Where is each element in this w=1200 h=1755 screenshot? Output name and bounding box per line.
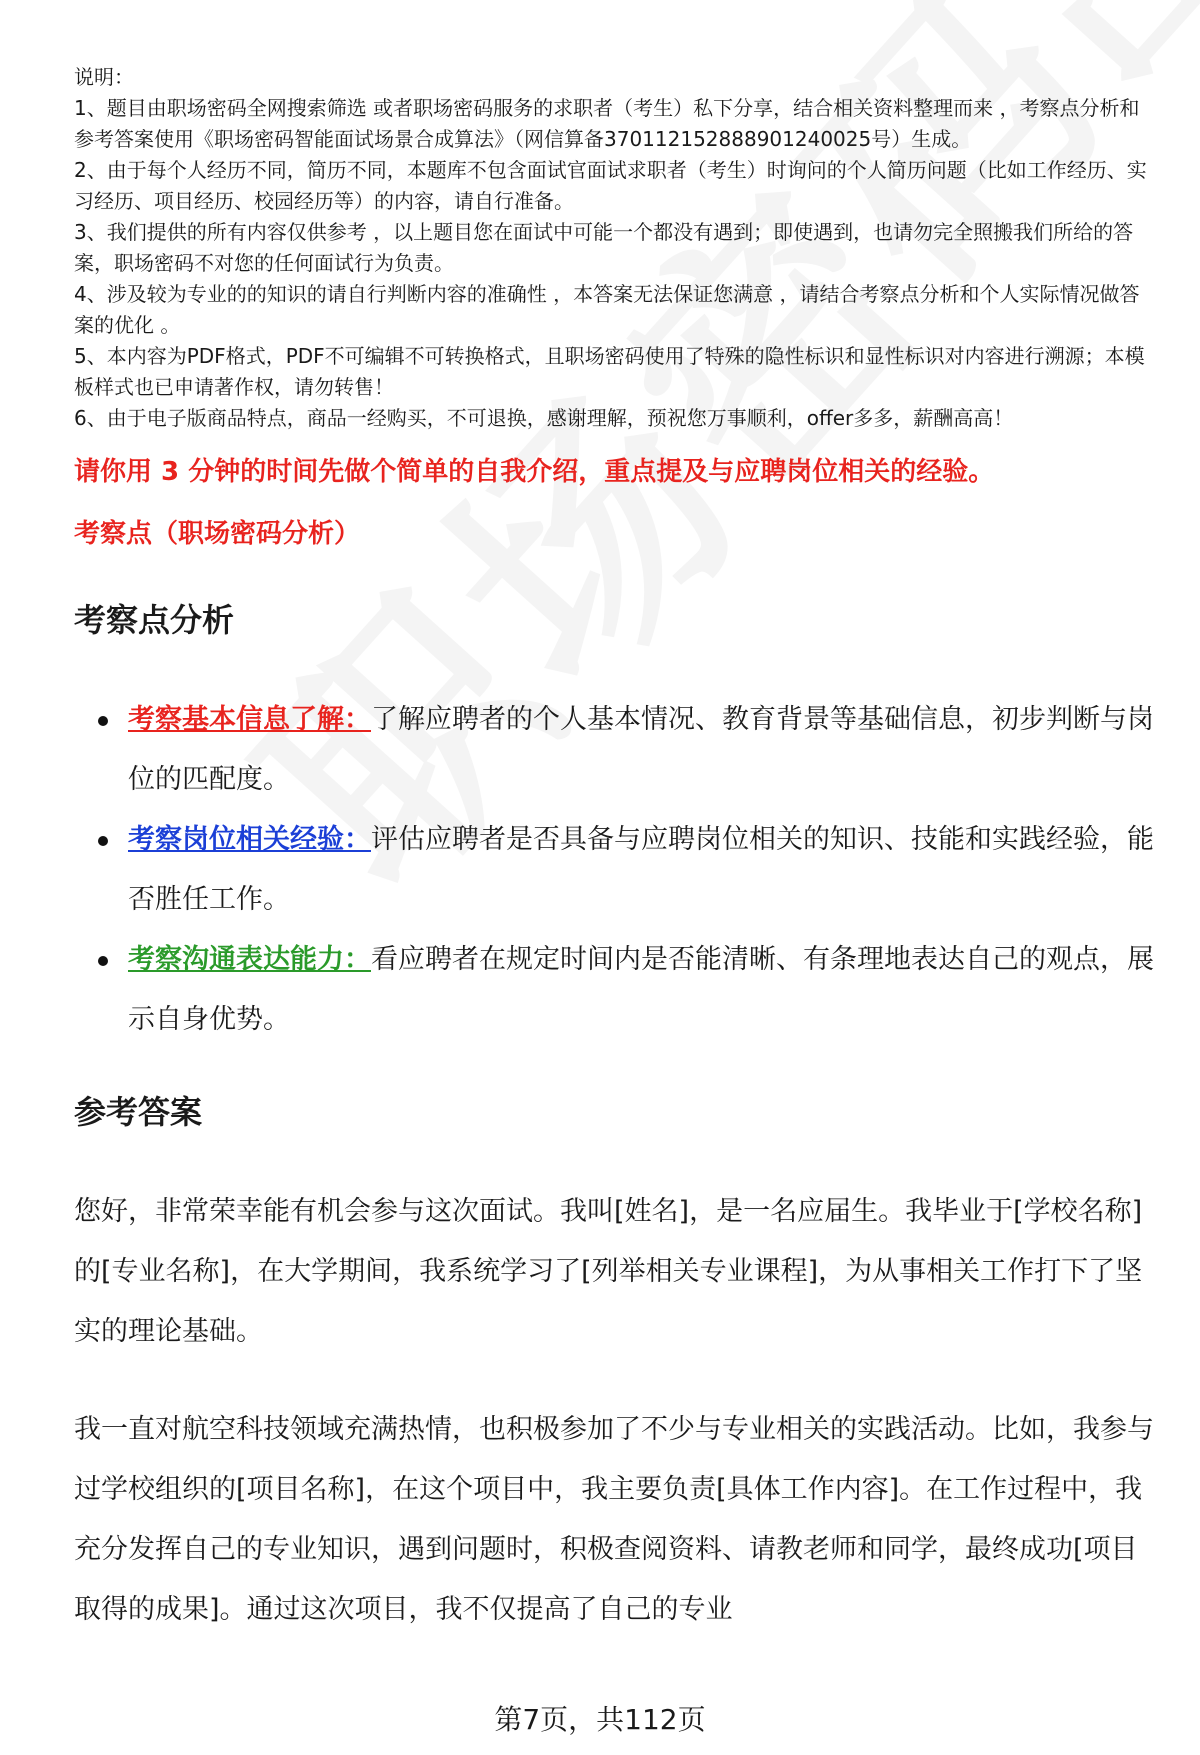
point-text: 看应聘者在规定时间内是否能清晰、有条理地表达自己的观点，展示自身优势。 [128, 944, 1154, 1035]
note-item: 6、由于电子版商品特点，商品一经购买，不可退换，感谢理解，预祝您万事顺利，offer多多，薪酬高高！ [74, 406, 1014, 430]
bullet-icon [98, 956, 108, 966]
point-key: 考察基本信息了解： [128, 704, 371, 735]
analysis-point [74, 810, 1156, 930]
note-item: 1、题目由职场密码全网搜索筛选 或者职场密码服务的求职者（考生）私下分享，结合相关资料整理而来 ，考察点分析和参考答案使用《职场密码智能面试场景合成算法》（网信算备370112152888901240025号）生成。 [74, 96, 1140, 151]
point-text: 评估应聘者是否具备与应聘岗位相关的知识、技能和实践经验，能否胜任工作。 [128, 824, 1154, 915]
analysis-point [74, 690, 1156, 810]
answer-paragraph: 您好，非常荣幸能有机会参与这次面试。我叫[姓名]，是一名应届生。我毕业于[学校名称]的[专业名称]，在大学期间，我系统学习了[列举相关专业课程]，为从事相关工作打下了坚实的理论基础。 [74, 1196, 1143, 1347]
note-item: 4、涉及较为专业的的知识的请自行判断内容的准确性 ，本答案无法保证您满意 ，请结合考察点分析和个人实际情况做答案的优化 。 [74, 282, 1140, 337]
bullet-icon [98, 716, 108, 726]
note-item: 3、我们提供的所有内容仅供参考 ，以上题目您在面试中可能一个都没有遇到；即使遇到，也请勿完全照搬我们所给的答案，职场密码不对您的任何面试行为负责。 [74, 220, 1134, 275]
bullet-icon [98, 836, 108, 846]
note-item: 2、由于每个人经历不同，简历不同，本题库不包含面试官面试求职者（考生）时询问的个人简历问题（比如工作经历、实习经历、项目经历、校园经历等）的内容，请自行准备。 [74, 158, 1147, 213]
point-key: 考察岗位相关经验： [128, 824, 371, 855]
notes-title: 说明： [74, 65, 134, 89]
page-number: 第7页，共112页 [494, 1703, 706, 1736]
interview-question: 请你用 3 分钟的时间先做个简单的自我介绍，重点提及与应聘岗位相关的经验。 [74, 457, 995, 487]
analysis-list [74, 690, 1156, 1050]
notes-section [74, 62, 1156, 434]
focus-label: 考察点（职场密码分析） [74, 519, 361, 549]
answer-heading: 参考答案 [74, 1093, 203, 1131]
analysis-point [74, 930, 1156, 1050]
analysis-heading: 考察点分析 [74, 601, 235, 639]
document-page [74, 62, 1156, 1640]
answer-paragraph: 我一直对航空科技领域充满热情，也积极参加了不少与专业相关的实践活动。比如，我参与过学校组织的[项目名称]，在这个项目中，我主要负责[具体工作内容]。在工作过程中，我充分发挥自己的专业知识，遇到问题时，积极查阅资料、请教老师和同学，最终成功[项目取得的成果]。通过这次项目，我不仅提高了自己的专业 [74, 1414, 1154, 1625]
point-key: 考察沟通表达能力： [128, 944, 371, 975]
note-item: 5、本内容为PDF格式，PDF不可编辑不可转换格式，且职场密码使用了特殊的隐性标识和显性标识对内容进行溯源；本模板样式也已申请著作权，请勿转售！ [74, 344, 1145, 399]
point-text: 了解应聘者的个人基本情况、教育背景等基础信息，初步判断与岗位的匹配度。 [128, 704, 1154, 795]
